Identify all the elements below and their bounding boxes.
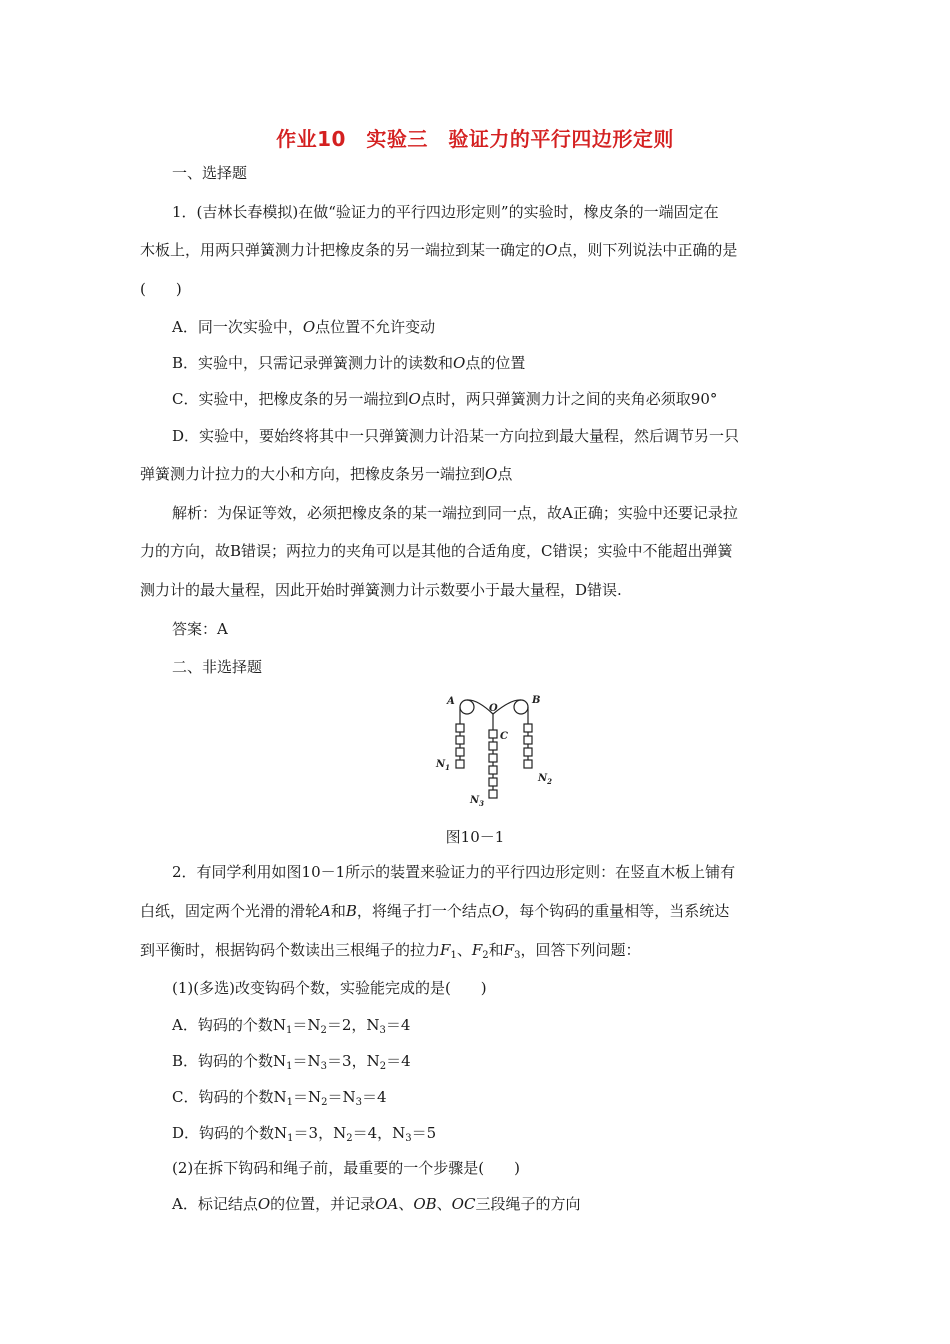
q2-stem-line2: 白纸，固定两个光滑的滑轮A和B，将绳子打一个结点O，每个钩码的重量相等，当系统达 [140,902,730,920]
q1-analysis-line1: 解析：为保证等效，必须把橡皮条的某一端拉到同一点，故A正确；实验中还要记录拉 [172,504,738,522]
label-n1: $N_1$ [436,759,451,772]
section-heading-choice: 一、选择题 [172,164,248,182]
q1-option-a: A．同一次实验中，O点位置不允许变动 [172,318,436,336]
q1-answer: 答案：A [172,620,228,638]
q2-2-option-a: A．标记结点O的位置，并记录OA、OB、OC三段绳子的方向 [172,1195,581,1213]
figure-caption: 图10－1 [445,828,505,846]
page-title: 作业10 实验三 验证力的平行四边形定则 [276,127,674,151]
q2-stem-line1: 2．有同学利用如图10－1所示的装置来验证力的平行四边形定则：在竖直木板上铺有 [172,863,736,881]
q2-1-option-a: A．钩码的个数$N_1=N_2=2$，$N_3=4$ [172,1016,411,1036]
q1-stem-line2: 木板上，用两只弹簧测力计把橡皮条的另一端拉到某一确定的O点，则下列说法中正确的是 [140,241,738,259]
q1-option-c: C．实验中，把橡皮条的另一端拉到O点时，两只弹簧测力计之间的夹角必须取90° [172,390,718,408]
q2-stem-line3: 到平衡时，根据钩码个数读出三根绳子的拉力$F_1$、$F_2$和$F_3$，回答下列问题： [140,941,641,961]
label-a: A [447,696,455,707]
q1-answer-blank: ( ) [140,280,182,298]
pulley-a [460,700,474,714]
label-n3: $N_3$ [470,795,485,808]
label-o: O [489,703,498,714]
q1-analysis-line2: 力的方向，故B错误；两拉力的夹角可以是其他的合适角度，C错误；实验中不能超出弹簧 [140,542,733,560]
label-c: C [500,731,508,742]
q2-1-option-c: C．钩码的个数$N_1=N_2=N_3=4$ [172,1088,387,1108]
pulley-b [514,700,528,714]
section-heading-nonchoice: 二、非选择题 [172,658,263,676]
q2-subquestion-1: (1)(多选)改变钩码个数，实验能完成的是( ) [172,979,487,997]
q1-option-d-line2: 弹簧测力计拉力的大小和方向，把橡皮条另一端拉到O点 [140,465,513,483]
label-b: B [532,695,541,706]
q2-1-option-d: D．钩码的个数$N_1=3$，$N_2=4$，$N_3=5$ [172,1124,437,1144]
label-n2: $N_2$ [538,773,553,786]
q1-stem-line1: 1．(吉林长春模拟)在做“验证力的平行四边形定则”的实验时，橡皮条的一端固定在 [172,203,719,221]
pulley-apparatus-figure [425,690,555,808]
q1-option-b: B．实验中，只需记录弹簧测力计的读数和O点的位置 [172,354,526,372]
q1-analysis-line3: 测力计的最大量程，因此开始时弹簧测力计示数要小于最大量程，D错误. [140,581,622,599]
q2-1-option-b: B．钩码的个数$N_1=N_3=3$，$N_2=4$ [172,1052,411,1072]
q1-option-d-line1: D．实验中，要始终将其中一只弹簧测力计沿某一方向拉到最大量程，然后调节另一只 [172,427,740,445]
q2-subquestion-2: (2)在拆下钩码和绳子前，最重要的一个步骤是( ) [172,1159,520,1177]
